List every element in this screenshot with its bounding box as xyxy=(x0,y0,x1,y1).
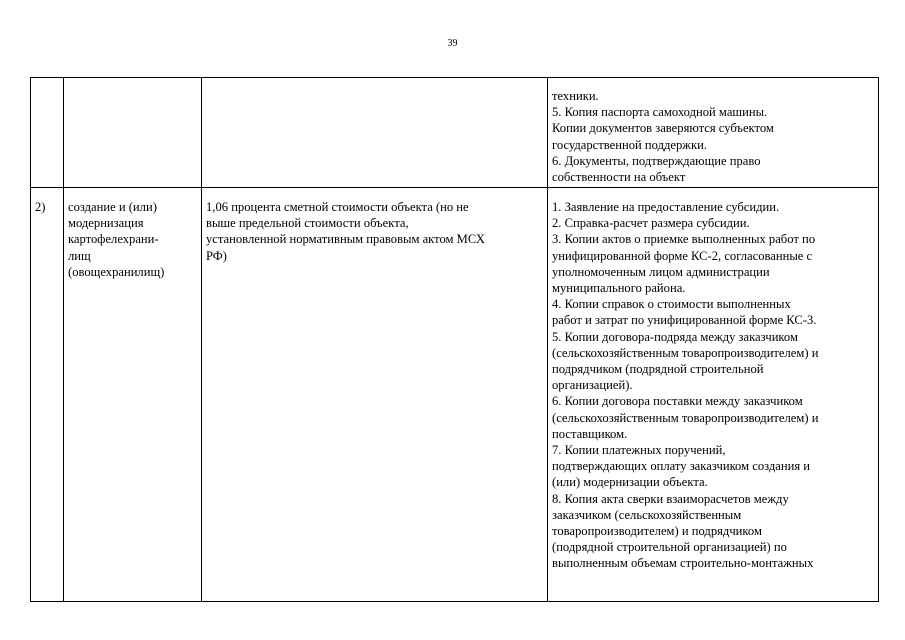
table-row xyxy=(31,78,879,188)
document-line: 6. Документы, подтверждающие право xyxy=(552,153,761,168)
document-line: (сельскохозяйственным товаропроизводителем) и xyxy=(552,345,819,360)
document-line: поставщиком. xyxy=(552,426,628,441)
direction-line: лищ xyxy=(68,248,91,263)
document-line: собственности на объект xyxy=(552,170,686,185)
direction-line: создание и (или) xyxy=(68,200,157,214)
document-line: товаропроизводителем) и подрядчиком xyxy=(552,524,762,539)
document-line: подрядчиком (подрядной строительной xyxy=(552,362,764,377)
document-line: организацией). xyxy=(552,378,633,393)
document-line: 7. Копии платежных поручений, xyxy=(552,443,726,458)
documents-cell xyxy=(548,78,879,188)
document-line: выполненным объемам строительно-монтажных xyxy=(552,556,814,571)
document-line: государственной поддержки. xyxy=(552,137,707,152)
document-line: унифицированной форме КС-2, согласованные с xyxy=(552,248,813,263)
rate-cell xyxy=(202,188,548,602)
direction-line: (овощехранилищ) xyxy=(68,264,165,279)
document-line: 5. Копии договора-подряда между заказчиком xyxy=(552,329,798,344)
document-line: 4. Копии справок о стоимости выполненных xyxy=(552,297,791,312)
row-number-cell xyxy=(31,188,64,602)
subsidy-table xyxy=(30,77,879,602)
page-number: 39 xyxy=(447,38,458,49)
document-line: (сельскохозяйственным товаропроизводителем) и xyxy=(552,410,819,425)
rate-cell xyxy=(202,78,548,188)
table-row xyxy=(31,188,879,602)
rate-line: выше предельной стоимости объекта, xyxy=(206,216,409,231)
row-number-cell xyxy=(31,78,64,188)
rate-line: 1,06 процента сметной стоимости объекта (но не xyxy=(206,200,469,214)
row-number: 2) xyxy=(35,200,46,214)
document-line: техники. xyxy=(552,89,599,103)
document-line: (или) модернизации объекта. xyxy=(552,475,708,490)
direction-line: картофелехрани- xyxy=(68,232,159,247)
direction-line: модернизация xyxy=(68,216,144,231)
direction-cell xyxy=(64,78,202,188)
rate-line: РФ) xyxy=(206,248,227,263)
document-line: 8. Копия акта сверки взаиморасчетов между xyxy=(552,491,789,506)
document-line: 6. Копии договора поставки между заказчиком xyxy=(552,394,803,409)
document-line: (подрядной строительной организацией) по xyxy=(552,540,787,555)
document-line: подтверждающих оплату заказчиком создания и xyxy=(552,459,811,474)
document-line: 2. Справка-расчет размера субсидии. xyxy=(552,216,750,231)
document-line: 1. Заявление на предоставление субсидии. xyxy=(552,200,780,214)
documents-cell xyxy=(548,188,879,602)
document-line: уполномоченным лицом администрации xyxy=(552,264,770,279)
rate-line: установленной нормативным правовым актом МСХ xyxy=(206,232,486,247)
document-line: работ и затрат по унифицированной форме КС-3. xyxy=(552,313,817,328)
document-line: 3. Копии актов о приемке выполненных работ по xyxy=(552,232,816,247)
document-line: заказчиком (сельскохозяйственным xyxy=(552,507,742,522)
direction-cell xyxy=(64,188,202,602)
document-line: муниципального района. xyxy=(552,281,686,296)
document-line: 5. Копия паспорта самоходной машины. xyxy=(552,105,768,120)
document-line: Копии документов заверяются субъектом xyxy=(552,121,774,136)
